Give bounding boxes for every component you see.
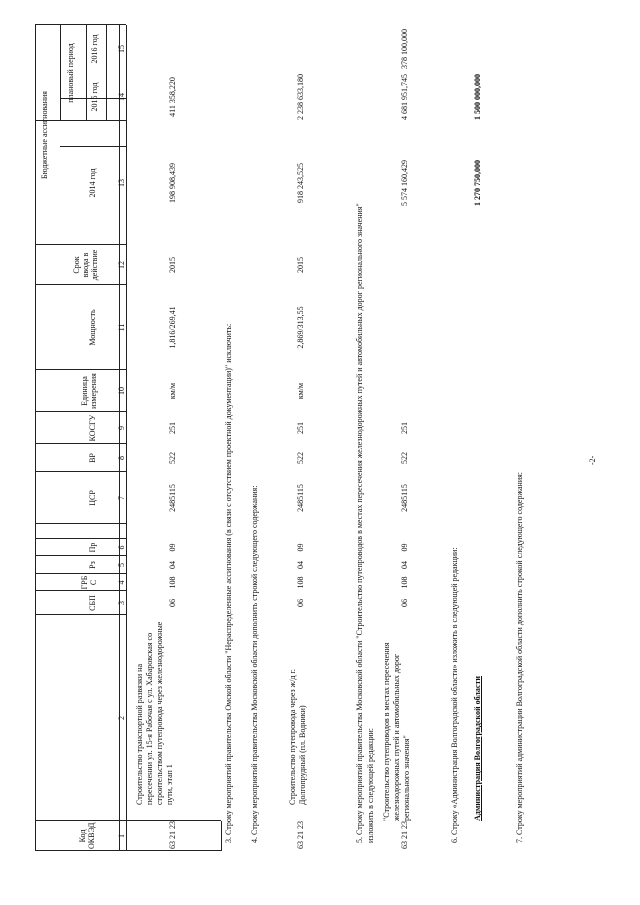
col-num-14: 14: [117, 93, 126, 101]
col-num-3: 3: [117, 601, 126, 605]
header-budget: Бюджетные ассигнования: [40, 91, 49, 179]
row2-kosgu: 251: [296, 422, 305, 434]
row1-grbs: 108: [168, 576, 177, 589]
header-csr: ЦСР: [88, 490, 97, 506]
row3-gbs: 06: [400, 599, 409, 607]
col-num-15: 15: [117, 45, 126, 53]
paragraph-4: 4. Строку мероприятий правительства Московской области дополнить строкой следующего содержания:: [250, 485, 259, 843]
row3-pr: 09: [400, 543, 409, 552]
col-num-5: 5: [117, 563, 126, 567]
row2-grbs: 108: [296, 576, 305, 589]
row1-2015: 411 358,220: [168, 77, 177, 117]
row1-gbs: 06: [168, 599, 177, 607]
row2-2014: 918 243,525: [296, 163, 305, 203]
row2-rz: 04: [296, 561, 305, 569]
row3-2015: 4 681 951,745: [400, 74, 409, 120]
page-number: -2-: [588, 455, 597, 465]
header-term: Срок ввода в действие: [72, 249, 99, 281]
row3-grbs: 108: [400, 576, 409, 589]
row1-vr: 522: [168, 452, 177, 464]
row1-rz: 04: [168, 561, 177, 569]
volgograd-2015: 1 500 000,000: [473, 74, 482, 120]
row1-power: 1,816/269,41: [168, 306, 177, 349]
row3-name: "Строительство путепроводов в местах пересечения железнодорожных путей и автомобильных дорог регионального значения": [382, 642, 411, 821]
header-kosgu: КОСГУ: [88, 414, 97, 442]
header-grbs: ГРБ С: [80, 575, 98, 590]
paragraph-5b: изложить в следующей редакции:: [366, 727, 375, 843]
row2-power: 2,869/313,55: [296, 306, 305, 349]
col-num-2: 2: [117, 716, 126, 720]
row3-rz: 04: [400, 561, 409, 569]
header-rz: Рз: [88, 561, 97, 569]
row2-name: Строительство путепровода через ж/д г. Долгопрудный (пл. Водники): [288, 669, 307, 805]
col-num-12: 12: [117, 261, 126, 269]
row1-csr: 2485115: [168, 484, 177, 512]
col-num-11: 11: [117, 323, 126, 332]
header-pr: Пр: [88, 542, 97, 553]
col-num-6: 6: [117, 545, 126, 550]
header-2016: 2016 год: [90, 34, 99, 64]
row2-pr: 09: [296, 543, 305, 552]
header-plan: плановый период: [66, 43, 75, 103]
volgograd-2014: 1 270 750,000: [473, 160, 482, 206]
row1-name: Строительство транспортной развязки на пересечении ул. 15-я Рабочая с ул. Хабаровская со строительством путепровода через железнодорожные пути, этап 1: [135, 621, 174, 805]
col-num-9: 9: [117, 426, 126, 430]
row3-2014: 5 574 160,429: [400, 160, 409, 206]
paragraph-3: 3. Строку мероприятий правительства Омской области "Нераспределенные ассигнования (в связи с отсутствием проектной документации)" исключить:: [224, 323, 233, 843]
row2-2015: 2 238 633,180: [296, 74, 305, 120]
col-num-10: 10: [117, 387, 126, 395]
row1-kosgu: 251: [168, 422, 177, 434]
row3-kosgu: 251: [400, 422, 409, 434]
col-num-7: 7: [117, 496, 126, 500]
paragraph-5a: 5. Строку мероприятий правительства Московской области "Строительство путепроводов в местах пересечения железнодорожных путей и автомобильных дорог регионального значения": [355, 203, 364, 843]
col-num-4: 4: [117, 580, 126, 585]
col-num-8: 8: [117, 456, 126, 460]
header-2014: 2014 год: [88, 168, 97, 198]
row1-unit: км/м: [168, 382, 177, 400]
row2-csr: 2485115: [296, 484, 305, 512]
col-num-13: 13: [117, 179, 126, 187]
row1-2014: 198 908,439: [168, 163, 177, 203]
header-gbs: СБП: [88, 595, 97, 611]
col-num-1: 1: [117, 834, 126, 838]
row2-term: 2015: [296, 257, 305, 273]
row1-kod: 63 21 23: [168, 821, 177, 849]
row3-vr: 522: [400, 452, 409, 464]
paragraph-6: 6. Строку «Администрация Волгоградской области» изложить в следующей редакции:: [450, 547, 459, 843]
header-unit: Единица измерения: [80, 373, 98, 409]
paragraph-7: 7. Строку мероприятий администрации Волгоградской области дополнить строкой следующего содержания:: [515, 471, 524, 843]
header-2015: 2015 год: [90, 82, 99, 112]
row1-pr: 09: [168, 543, 177, 552]
row2-gbs: 06: [296, 599, 305, 607]
header-power: Мощность: [88, 309, 97, 346]
volgograd-title: Администрация Волгоградской области: [473, 676, 482, 821]
row3-kod: 63 21 23: [400, 821, 409, 849]
header-kod: Код ОКВЭД: [78, 822, 96, 849]
row2-kod: 63 21 23: [296, 821, 305, 849]
row2-unit: км/м: [296, 382, 305, 400]
row3-csr: 2485115: [400, 484, 409, 512]
row1-term: 2015: [168, 257, 177, 273]
header-vr: ВР: [88, 453, 97, 463]
row2-vr: 522: [296, 452, 305, 464]
row3-2016: 378 100,000: [400, 29, 409, 69]
